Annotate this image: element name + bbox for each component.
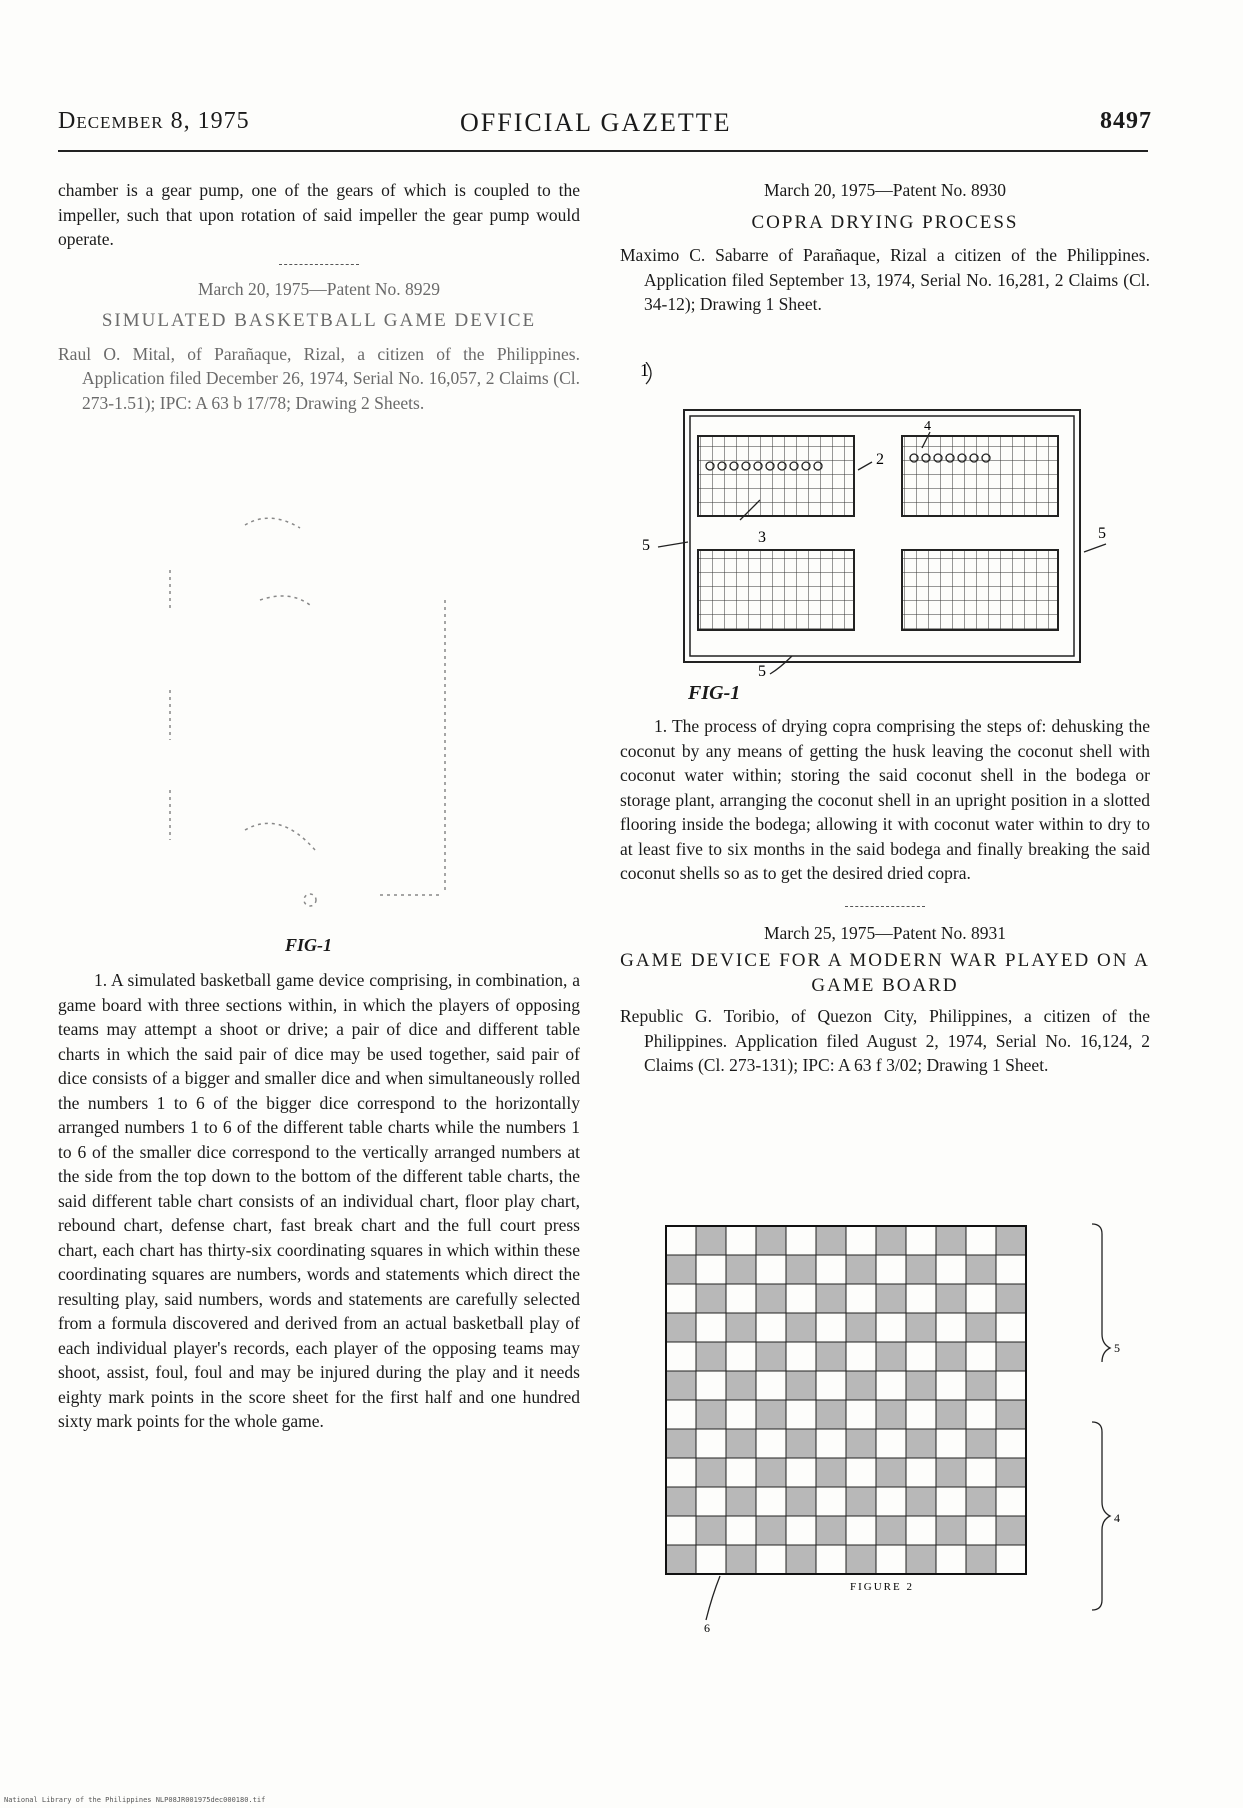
board-square [966,1255,996,1284]
board-square [726,1487,756,1516]
board-square [846,1371,876,1400]
board-square [936,1458,966,1487]
board-square [966,1284,996,1313]
board-square [996,1342,1026,1371]
patent-8930-claim: 1. The process of drying copra comprising the steps of: dehusking the coconut by any means of getting the husk leaving the coconut shell with coconut water within; storing the said coconut shell in the bodega or storage plant, arranging the coconut shell in an upright position in a slotted flooring inside the bodega; allowing it with coconut water within to dry to at least five to six months in the said bodega and finally breaking the said coconut shells so as to get the desired dried copra. [620,716,1150,883]
copra-callout-2: 2 [876,451,884,468]
board-square [666,1226,696,1255]
left-column [58,178,580,415]
board-square [846,1487,876,1516]
board-square [816,1545,846,1574]
board-square [696,1429,726,1458]
continued-text: chamber is a gear pump, one of the gears of which is coupled to the impeller, such that upon rotation of said impeller the gear pump would operate. [58,180,580,249]
copra-callout-5a: 5 [642,537,650,554]
board-square [726,1371,756,1400]
board-square [876,1342,906,1371]
board-square [846,1545,876,1574]
board-square [906,1284,936,1313]
board-square [846,1255,876,1284]
board-square [996,1429,1026,1458]
separator [279,264,359,265]
board-square [966,1371,996,1400]
board-square [756,1516,786,1545]
board-square [906,1429,936,1458]
board-square [666,1255,696,1284]
board-square [756,1458,786,1487]
board-square [786,1226,816,1255]
board-square [786,1516,816,1545]
board-square [786,1313,816,1342]
board-square [666,1429,696,1458]
board-square [726,1226,756,1255]
basketball-figure [150,510,470,910]
board-square [696,1313,726,1342]
patent-8931-title: GAME DEVICE FOR A MODERN WAR PLAYED ON A GAME BOARD [620,950,1150,996]
board-callout-4: 4 [1114,1511,1120,1525]
board-square [996,1284,1026,1313]
board-square [936,1313,966,1342]
board-square [906,1516,936,1545]
board-square [816,1400,846,1429]
board-square [756,1400,786,1429]
patent-8929-applicant: Raul O. Mital, of Parañaque, Rizal, a citizen of the Philippines. Application filed December 26, 1974, Serial No. 16,057, 2 Claims (Cl. 273-1.51); IPC: A 63 b 17/78; Drawing 2 Sheets. [58,343,580,413]
board-square [876,1545,906,1574]
board-square [846,1400,876,1429]
board-square [906,1545,936,1574]
board-square [966,1516,996,1545]
patent-8930-date: March 20, 1975—Patent No. 8930 [763,180,1007,200]
board-square [996,1487,1026,1516]
board-square [666,1342,696,1371]
board-square [696,1371,726,1400]
copra-callout-5c: 5 [758,663,766,680]
copra-callout-3: 3 [758,529,766,546]
board-square [906,1400,936,1429]
board-square [846,1458,876,1487]
board-square [936,1400,966,1429]
copra-figure-label: FIG-1 [688,682,741,704]
board-square [666,1400,696,1429]
board-square [756,1284,786,1313]
board-square [846,1342,876,1371]
board-square [816,1255,846,1284]
board-square [666,1516,696,1545]
board-square [906,1255,936,1284]
board-square [936,1226,966,1255]
board-square [966,1226,996,1255]
board-square [756,1313,786,1342]
patent-8930-claim-block [620,714,1150,1078]
board-square [696,1458,726,1487]
board-square [966,1458,996,1487]
board-square [726,1516,756,1545]
board-square [876,1429,906,1458]
board-square [876,1400,906,1429]
board-square [876,1226,906,1255]
board-square [726,1545,756,1574]
board-square [816,1458,846,1487]
board-square [786,1255,816,1284]
board-square [936,1371,966,1400]
patent-8929-title: SIMULATED BASKETBALL GAME DEVICE [101,310,537,331]
board-square [846,1516,876,1545]
header-rule [58,150,1148,152]
copra-callout-4: 4 [924,419,931,434]
board-square [846,1429,876,1458]
board-callout-6: 6 [704,1621,710,1635]
header-page-number: 8497 [1100,108,1152,134]
board-square [666,1284,696,1313]
board-square [936,1255,966,1284]
board-square [966,1400,996,1429]
board-square [726,1458,756,1487]
board-square [786,1487,816,1516]
header-title: OFFICIAL GAZETTE [460,108,732,137]
separator [845,906,925,907]
board-square [726,1255,756,1284]
board-square [756,1487,786,1516]
board-square [816,1284,846,1313]
patent-8929-claim-block [58,968,580,1434]
board-square [726,1313,756,1342]
patent-8930-title: COPRA DRYING PROCESS [751,211,1019,233]
board-square [696,1255,726,1284]
board-square [966,1313,996,1342]
board-square [756,1226,786,1255]
header-date: December 8, 1975 [58,108,250,134]
board-square [756,1545,786,1574]
board-square [876,1516,906,1545]
board-square [816,1487,846,1516]
patent-8930-applicant: Maximo C. Sabarre of Parañaque, Rizal a citizen of the Philippines. Application filed September 13, 1974, Serial No. 16,281, 2 Claims (Cl. 34-12); Drawing 1 Sheet. [620,245,1150,314]
board-square [936,1545,966,1574]
board-square [906,1487,936,1516]
board-square [696,1284,726,1313]
board-square [996,1400,1026,1429]
board-square [996,1545,1026,1574]
board-square [846,1313,876,1342]
board-square [816,1313,846,1342]
board-square [666,1545,696,1574]
patent-8929-claim: 1. A simulated basketball game device comprising, in combination, a game board with three sections within, in which the players of opposing teams may attempt a shoot or drive; a pair of dice and different table charts in which the said pair of dice may be used together, said pair of dice consists of a bigger and smaller dice and when simultaneously rolled the numbers 1 to 6 of the bigger dice correspond to the horizontally arranged numbers 1 to 6 of the different table charts while the numbers 1 to 6 of the smaller dice correspond to the vertically arranged numbers at the side from the top down to the bottom of the different table charts, the said different table chart consists of an individual chart, floor play chart, rebound chart, defense chart, fast break chart and the full court press chart, each chart has thirty-six coordinating squares in which within these coordinating squares are numbers, words and statements which direct the resulting play, said numbers, words and statements are carefully selected from a formula discovered and derived from an actual basketball play of each individual player's records, each player of the opposing teams may shoot, assist, foul, foul and may be injured during the play and it needs eighty mark points in the score sheet for the first half and one hundred sixty mark points for the whole game. [58,970,580,1431]
war-game-board-figure [660,1222,1140,1682]
patent-8929-date: March 20, 1975—Patent No. 8929 [197,278,441,299]
board-square [726,1342,756,1371]
board-square [666,1371,696,1400]
board-square [786,1458,816,1487]
board-square [756,1371,786,1400]
board-square [996,1516,1026,1545]
board-square [786,1371,816,1400]
board-square [666,1313,696,1342]
board-square [816,1429,846,1458]
board-square [966,1342,996,1371]
board-square [696,1487,726,1516]
board-square [726,1400,756,1429]
patent-8931-applicant: Republic G. Toribio, of Quezon City, Philippines, a citizen of the Philippines. Application filed August 2, 1974, Serial No. 16,124, 2 Claims (Cl. 273-131); IPC: A 63 f 3/02; Drawing 1 Sheet. [620,1006,1150,1075]
board-square [876,1313,906,1342]
board-square [696,1400,726,1429]
board-square [996,1371,1026,1400]
board-square [816,1226,846,1255]
board-square [936,1487,966,1516]
right-column-top [620,178,1150,317]
board-square [996,1313,1026,1342]
board-square [666,1487,696,1516]
board-square [846,1226,876,1255]
copra-callout-1: 1 [640,362,649,380]
board-square [996,1226,1026,1255]
board-square [876,1487,906,1516]
board-square [906,1342,936,1371]
board-square [996,1255,1026,1284]
board-square [786,1429,816,1458]
board-square [786,1400,816,1429]
board-square [726,1429,756,1458]
board-square [906,1458,936,1487]
footer-scan-info: National Library of the Philippines NLP08JR001975dec000180.tif [4,1796,266,1804]
board-square [786,1284,816,1313]
board-square [906,1313,936,1342]
board-square [996,1458,1026,1487]
board-square [876,1371,906,1400]
board-square [696,1545,726,1574]
board-square [936,1429,966,1458]
board-square [906,1226,936,1255]
board-square [876,1458,906,1487]
copra-callout-5b: 5 [1098,525,1106,542]
board-square [786,1342,816,1371]
board-square [966,1545,996,1574]
board-square [816,1371,846,1400]
board-square [936,1516,966,1545]
board-square [696,1516,726,1545]
board-square [966,1429,996,1458]
board-square [846,1284,876,1313]
board-figure-label: FIGURE 2 [850,1581,914,1593]
board-square [696,1226,726,1255]
board-square [906,1371,936,1400]
board-square [936,1284,966,1313]
board-square [756,1255,786,1284]
board-square [756,1429,786,1458]
board-square [756,1342,786,1371]
board-square [696,1342,726,1371]
basketball-figure-label: FIG-1 [285,935,333,955]
board-square [876,1284,906,1313]
board-square [816,1516,846,1545]
board-square [726,1284,756,1313]
copra-figure [640,362,1120,682]
board-square [966,1487,996,1516]
board-square [786,1545,816,1574]
patent-8931-date: March 25, 1975—Patent No. 8931 [763,922,1007,943]
board-square [876,1255,906,1284]
board-callout-5: 5 [1114,1341,1120,1355]
board-square [816,1342,846,1371]
board-square [666,1458,696,1487]
board-square [936,1342,966,1371]
